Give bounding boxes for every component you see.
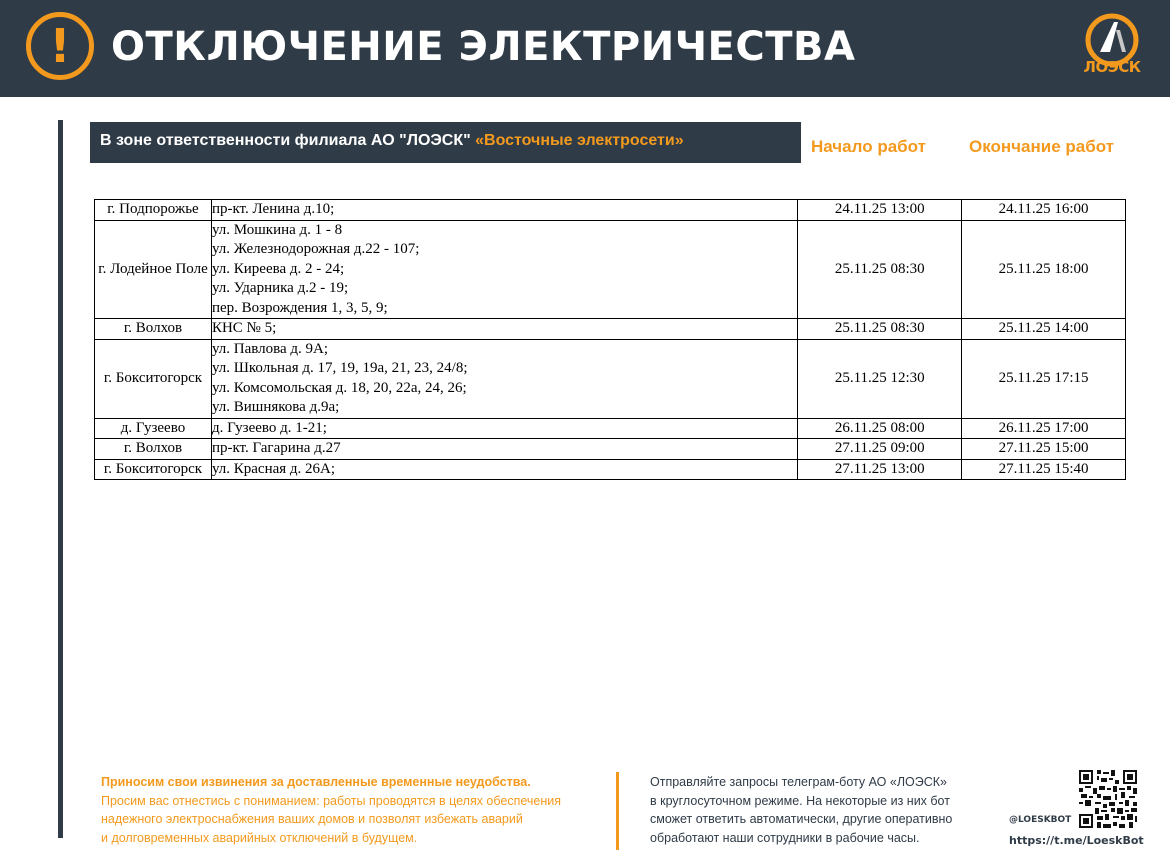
- start-time-cell: 24.11.25 13:00: [798, 200, 962, 221]
- address-line: пер. Возрождения 1, 3, 5, 9;: [211, 299, 388, 316]
- address-cell: [211, 418, 797, 439]
- address-line: пр-кт. Гагарина д.27: [211, 440, 341, 456]
- page-title: ОТКЛЮЧЕНИЕ ЭЛЕКТРИЧЕСТВА: [111, 24, 856, 70]
- address-line: ул. Красная д. 26А;: [211, 460, 336, 477]
- city-cell: г. Лодейное Поле: [95, 220, 212, 319]
- exclamation-mark: !: [49, 19, 71, 73]
- address-line: ул. Вишнякова д.9а;: [211, 399, 340, 415]
- table-row: [95, 319, 1126, 340]
- apology-line: надежного электроснабжения ваших домов и позволят избежать аварий: [101, 812, 523, 826]
- bot-info-line: Отправляйте запросы телеграм-боту АО «ЛОЭСК»: [650, 775, 947, 789]
- bot-info-line: в круглосуточном режиме. На некоторые из них бот: [650, 793, 950, 808]
- table-row: [95, 339, 1126, 418]
- table-row: [95, 459, 1126, 480]
- alert-icon: [26, 12, 94, 80]
- address-cell: [211, 459, 797, 480]
- end-time-cell: 24.11.25 16:00: [962, 200, 1126, 221]
- end-column-header: Окончание работ: [969, 137, 1115, 156]
- zone-prefix: В зоне ответственности филиала АО "ЛОЭСК": [100, 132, 471, 149]
- logo-text: ЛОЭСК: [1083, 58, 1141, 76]
- address-line: пр-кт. Ленина д.10;: [211, 201, 335, 217]
- city-cell: д. Гузеево: [95, 418, 212, 439]
- bot-info-line: сможет ответить автоматически, другие оперативно: [650, 812, 953, 826]
- address-line: д. Гузеево д. 1-21;: [211, 419, 327, 436]
- footer-divider: [616, 772, 619, 850]
- outage-table: [94, 199, 1126, 480]
- apology-line: и долговременных аварийных отключений в будущем.: [101, 830, 418, 845]
- city-cell: г. Волхов: [95, 439, 212, 460]
- city-cell: г. Волхов: [95, 319, 212, 340]
- address-cell: [211, 319, 797, 340]
- apology-block: [101, 773, 601, 847]
- address-cell: [211, 439, 797, 460]
- address-line: ул. Ударника д.2 - 19;: [211, 280, 349, 296]
- end-time-cell: 25.11.25 18:00: [962, 220, 1126, 319]
- apology-heading: Приносим свои извинения за доставленные временные неудобства.: [101, 775, 531, 789]
- table-row: [95, 418, 1126, 439]
- address-line: ул. Школьная д. 17, 19, 19а, 21, 23, 24/8;: [211, 360, 468, 376]
- qr-code-icon[interactable]: [1079, 770, 1137, 828]
- end-time-cell: 26.11.25 17:00: [962, 418, 1126, 439]
- city-cell: г. Подпорожье: [95, 200, 212, 221]
- start-time-cell: 25.11.25 12:30: [798, 339, 962, 418]
- left-accent-bar: [58, 120, 63, 838]
- header-bar: [0, 0, 1170, 97]
- address-line: ул. Комсомольская д. 18, 20, 22а, 24, 26;: [211, 379, 467, 396]
- bot-link[interactable]: https://t.me/LoeskBot: [1009, 834, 1144, 847]
- start-time-cell: 26.11.25 08:00: [798, 418, 962, 439]
- table-row: [95, 200, 1126, 221]
- bot-info-line: обработают наши сотрудники в рабочие часы.: [650, 830, 920, 845]
- end-time-cell: 27.11.25 15:00: [962, 439, 1126, 460]
- start-time-cell: 25.11.25 08:30: [798, 319, 962, 340]
- start-time-cell: 25.11.25 08:30: [798, 220, 962, 319]
- apology-line: Просим вас отнестись с пониманием: работы проводятся в целях обеспечения: [101, 793, 562, 808]
- address-cell: [211, 200, 797, 221]
- bot-info-block: [650, 773, 990, 847]
- table-row: [95, 220, 1126, 319]
- start-time-cell: 27.11.25 13:00: [798, 459, 962, 480]
- start-column-header: Начало работ: [811, 137, 926, 156]
- end-time-cell: 25.11.25 14:00: [962, 319, 1126, 340]
- address-line: ул. Мошкина д. 1 - 8: [211, 221, 343, 238]
- address-line: ул. Киреева д. 2 - 24;: [211, 260, 345, 277]
- city-cell: г. Бокситогорск: [95, 339, 212, 418]
- address-line: ул. Железнодорожная д.22 - 107;: [211, 241, 420, 257]
- zone-banner: [90, 122, 801, 163]
- address-cell: [211, 220, 797, 319]
- address-line: ул. Павлова д. 9А;: [211, 340, 329, 357]
- end-time-cell: 27.11.25 15:40: [962, 459, 1126, 480]
- city-cell: г. Бокситогорск: [95, 459, 212, 480]
- start-time-cell: 27.11.25 09:00: [798, 439, 962, 460]
- end-time-cell: 25.11.25 17:15: [962, 339, 1126, 418]
- table-row: [95, 439, 1126, 460]
- address-cell: [211, 339, 797, 418]
- bot-handle: @LOESKBOT: [1009, 815, 1072, 825]
- address-line: КНС № 5;: [211, 320, 277, 336]
- branch-name: «Восточные электросети»: [475, 132, 684, 149]
